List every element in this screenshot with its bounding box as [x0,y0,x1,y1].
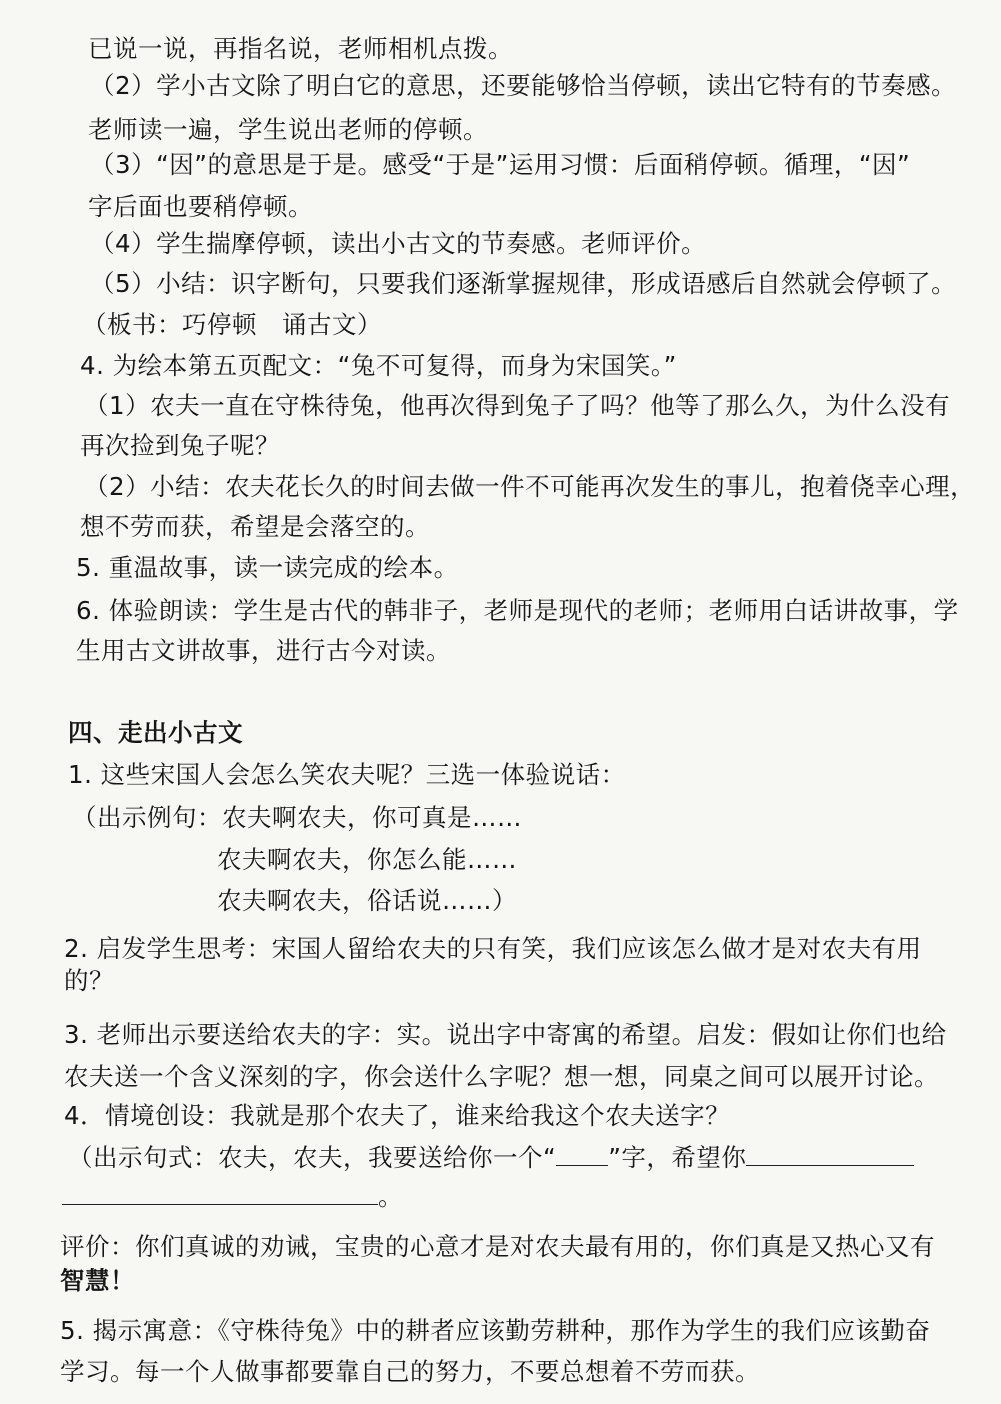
text-line-33: 学习。每一个人做事都要靠自己的努力，不要总想着不劳而获。 [60,1357,760,1386]
fill-in-continuation [62,1182,403,1212]
text-line-32: 5. 揭示寓意：《守株待兔》中的耕者应该勤劳耕种，那作为学生的我们应该勤奋 [60,1316,931,1345]
text-line-21: 农夫啊农夫，俗话说……） [217,886,517,915]
hope-blank[interactable] [746,1143,914,1166]
text-line-24: 3. 老师出示要送给农夫的字：实。说出字中寄寓的希望。启发：假如让你们也给 [64,1020,947,1049]
text-line-18: 1. 这些宋国人会怎么笑农夫呢？三选一体验说话： [68,760,626,789]
text-line-11: 再次捡到兔子呢？ [80,431,280,460]
text-line-14: 5. 重温故事，读一读完成的绘本。 [76,553,459,582]
text-line-16: 生用古文讲故事，进行古今对读。 [76,636,451,665]
text-line-8: （板书：巧停顿 诵古文） [82,310,382,339]
fill-in-middle: ”字，希望你 [608,1143,747,1172]
text-line-20: 农夫啊农夫，你怎么能…… [217,845,517,874]
text-line-13: 想不劳而获，希望是会落空的。 [80,512,430,541]
text-line-30: 评价：你们真诚的劝诫，宝贵的心意才是对农夫最有用的，你们真是又热心又有 [60,1232,935,1261]
text-line-2: （2）学小古文除了明白它的意思，还要能够恰当停顿，读出它特有的节奏感。 [90,71,957,100]
hope-blank-continued[interactable] [62,1182,378,1205]
fill-in-sentence [68,1143,914,1173]
text-line-9: 4. 为绘本第五页配文：“兔不可复得，而身为宋国笑。” [80,351,677,380]
word-blank[interactable] [556,1143,608,1166]
section-heading: 四、走出小古文 [68,718,243,747]
fill-in-period: 。 [378,1182,403,1211]
text-line-6: （4）学生揣摩停顿，读出小古文的节奏感。老师评价。 [90,229,707,258]
text-line-4: （3）“因”的意思是于是。感受“于是”运用习惯：后面稍停顿。循理，“因” [90,150,911,179]
text-line-22: 2. 启发学生思考：宋国人留给农夫的只有笑，我们应该怎么做才是对农夫有用 [64,934,922,963]
text-line-23: 的？ [64,966,114,995]
text-line-31: 智慧！ [60,1266,135,1295]
text-line-10: （1）农夫一直在守株待兔，他再次得到兔子了吗？他等了那么久，为什么没有 [84,391,951,420]
text-line-12: （2）小结：农夫花长久的时间去做一件不可能再次发生的事儿，抱着侥幸心理， [84,472,976,501]
text-line-26: 4．情境创设：我就是那个农夫了，谁来给我这个农夫送字？ [64,1101,731,1130]
text-line-1: 已说一说，再指名说，老师相机点拨。 [88,34,513,63]
text-line-15: 6. 体验朗读：学生是古代的韩非子，老师是现代的老师；老师用白话讲故事，学 [76,596,959,625]
text-line-25: 农夫送一个含义深刻的字，你会送什么字呢？想一想，同桌之间可以展开讨论。 [64,1062,939,1091]
text-line-3: 老师读一遍，学生说出老师的停顿。 [88,115,488,144]
text-line-7: （5）小结：识字断句，只要我们逐渐掌握规律，形成语感后自然就会停顿了。 [90,269,957,298]
text-line-5: 字后面也要稍停顿。 [88,192,313,221]
text-line-19: （出示例句：农夫啊农夫，你可真是…… [72,803,522,832]
fill-in-prefix: （出示句式：农夫，农夫，我要送给你一个“ [68,1143,557,1172]
